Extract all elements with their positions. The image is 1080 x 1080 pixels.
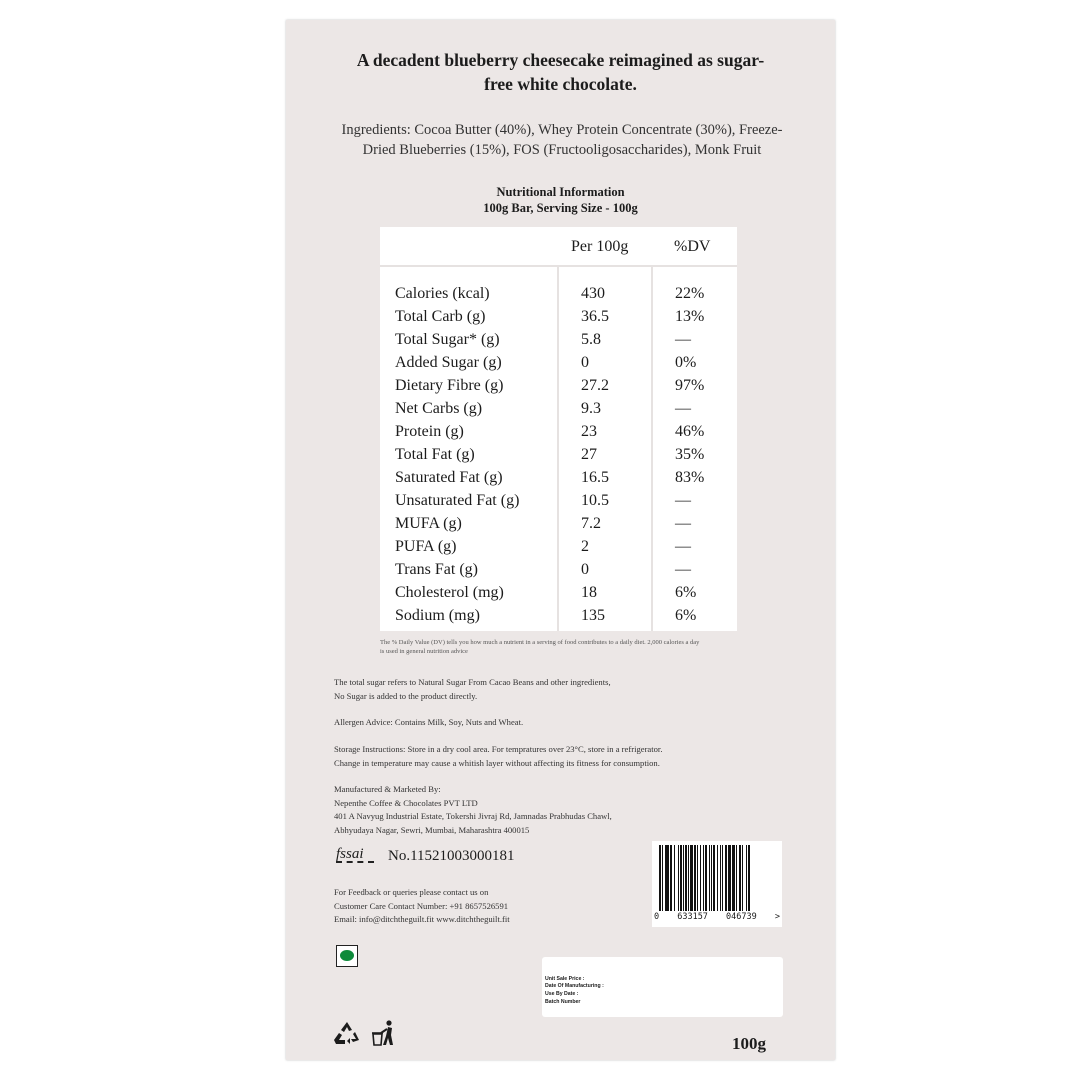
allergen-advice: Allergen Advice: Contains Milk, Soy, Nuts and Wheat. <box>334 717 524 727</box>
tagline-line-1: A decadent blueberry cheesecake reimagined as sugar- <box>356 50 765 70</box>
manufacturer-info <box>334 783 754 837</box>
dv-value: 6% <box>675 584 697 601</box>
mfg-line-4: Abhyudaya Nagar, Sewri, Mumbai, Maharashtra 400015 <box>334 824 530 835</box>
nutrition-table-header <box>380 227 737 265</box>
nutrition-heading <box>286 184 835 216</box>
ingredients-line-2: Dried Blueberries (15%), FOS (Fructooligosaccharides), Monk Fruit <box>362 142 762 158</box>
dv-value: 6% <box>675 607 697 624</box>
nutrient-name: Total Sugar* (g) <box>395 331 500 348</box>
per-100g-value: 16.5 <box>581 469 609 486</box>
nutrition-row <box>395 604 735 627</box>
nutrient-name: PUFA (g) <box>395 538 457 555</box>
dv-note <box>380 638 740 656</box>
dv-note-line-2: is used in general nutrition advice <box>380 648 468 655</box>
use-by-date-label: Use By Date : <box>545 991 579 997</box>
ingredients-line-1: Ingredients: Cocoa Butter (40%), Whey Protein Concentrate (30%), Freeze- <box>341 122 783 138</box>
dv-note-line-1: The % Daily Value (DV) tells you how much a nutrient in a serving of food contributes to a daily diet. 2,000 calories a day <box>380 639 700 646</box>
nutrition-rows <box>395 282 735 627</box>
dv-value: 83% <box>675 469 705 486</box>
per-100g-value: 7.2 <box>581 515 601 532</box>
sale-info-sticker <box>542 957 783 1017</box>
unit-sale-price-label: Unit Sale Price : <box>545 976 585 982</box>
nutrition-row <box>395 535 735 558</box>
fssai-license-number: No.11521003000181 <box>388 848 515 864</box>
nutrient-name: Total Carb (g) <box>395 308 486 325</box>
nutrition-row <box>395 397 735 420</box>
barcode-bars <box>659 845 775 911</box>
ingredients <box>312 120 812 160</box>
nutrition-row <box>395 581 735 604</box>
nutrient-name: Dietary Fibre (g) <box>395 377 504 394</box>
barcode-digit-group: 046739 <box>726 912 757 922</box>
nutrition-row <box>395 443 735 466</box>
barcode-bar <box>750 845 751 911</box>
nutrition-row <box>395 328 735 351</box>
sugar-note-line-2: No Sugar is added to the product directly. <box>334 690 478 701</box>
dv-value: — <box>675 331 691 348</box>
nutrition-subtitle: 100g Bar, Serving Size - 100g <box>483 201 638 215</box>
mfg-line-3: 401 A Navyug Industrial Estate, Tokershi Jivraj Rd, Jamnadas Prabhudas Chawl, <box>334 811 612 821</box>
dv-value: — <box>675 561 691 578</box>
dv-value: 0% <box>675 354 697 371</box>
nutrition-row <box>395 351 735 374</box>
per-100g-value: 18 <box>581 584 597 601</box>
dv-value: 13% <box>675 308 705 325</box>
net-weight: 100g <box>732 1034 766 1053</box>
per-100g-value: 430 <box>581 285 605 302</box>
per-100g-value: 27.2 <box>581 377 609 394</box>
recycle-icon <box>333 1020 361 1046</box>
contact-line-3: Email: info@ditchtheguilt.fit www.ditchtheguilt.fit <box>334 914 510 924</box>
per-100g-value: 23 <box>581 423 597 440</box>
contact-line-1: For Feedback or queries please contact us on <box>334 887 489 897</box>
nutrition-row <box>395 466 735 489</box>
veg-mark-icon <box>336 945 358 967</box>
nutrition-row <box>395 489 735 512</box>
per-100g-value: 0 <box>581 354 589 371</box>
barcode-digit-group: 633157 <box>677 912 708 922</box>
tagline-line-2: free white chocolate. <box>484 74 637 94</box>
dv-value: 46% <box>675 423 705 440</box>
nutrient-name: Cholesterol (mg) <box>395 584 504 601</box>
barcode-digit-group: > <box>774 912 780 922</box>
per-100g-value: 9.3 <box>581 400 601 417</box>
nutrient-name: Added Sugar (g) <box>395 354 502 371</box>
nutrient-name: Protein (g) <box>395 423 464 440</box>
nutrient-name: Unsaturated Fat (g) <box>395 492 520 509</box>
manufacturing-date-label: Date Of Manufacturing : <box>545 983 604 989</box>
dispose-bin-icon <box>370 1019 396 1046</box>
barcode-digit-group: 0 <box>654 912 660 922</box>
nutrition-row <box>395 305 735 328</box>
barcode <box>652 841 782 927</box>
per-100g-value: 5.8 <box>581 331 601 348</box>
pack-back-panel <box>286 20 835 1060</box>
dv-value: — <box>675 515 691 532</box>
per-100g-value: 135 <box>581 607 605 624</box>
per-100g-value: 0 <box>581 561 589 578</box>
fssai-logo <box>336 846 374 864</box>
col-dv: %DV <box>674 238 711 255</box>
fssai-logo-text: fssai <box>336 846 364 862</box>
batch-number-label: Batch Number <box>545 999 581 1005</box>
nutrition-row <box>395 512 735 535</box>
storage-instructions <box>334 743 794 770</box>
nutrition-table <box>380 227 737 631</box>
tagline <box>286 48 835 96</box>
dv-value: 97% <box>675 377 705 394</box>
nutrient-name: Sodium (mg) <box>395 607 480 624</box>
nutrient-name: MUFA (g) <box>395 515 462 532</box>
nutrition-row <box>395 420 735 443</box>
per-100g-value: 27 <box>581 446 597 463</box>
dv-value: — <box>675 400 691 417</box>
nutrition-row <box>395 558 735 581</box>
mfg-line-1: Manufactured & Marketed By: <box>334 784 441 794</box>
nutrient-name: Calories (kcal) <box>395 285 490 302</box>
dv-value: 22% <box>675 285 705 302</box>
per-100g-value: 2 <box>581 538 589 555</box>
nutrient-name: Trans Fat (g) <box>395 561 478 578</box>
contact-line-2: Customer Care Contact Number: +91 8657526591 <box>334 900 509 911</box>
dv-value: 35% <box>675 446 705 463</box>
veg-dot <box>340 950 354 961</box>
sugar-note-line-1: The total sugar refers to Natural Sugar From Cacao Beans and other ingredients, <box>334 677 611 687</box>
sugar-note <box>334 676 754 703</box>
storage-line-1: Storage Instructions: Store in a dry cool area. For tempratures over 23°C, store in a refrigerator. <box>334 744 663 754</box>
storage-line-2: Change in temperature may cause a whitish layer without affecting its fitness for consumption. <box>334 757 660 768</box>
dv-value: — <box>675 538 691 555</box>
nutrition-title: Nutritional Information <box>496 185 625 199</box>
barcode-digits <box>654 912 780 922</box>
nutrient-name: Saturated Fat (g) <box>395 469 503 486</box>
per-100g-value: 36.5 <box>581 308 609 325</box>
dv-value: — <box>675 492 691 509</box>
nutrient-name: Net Carbs (g) <box>395 400 483 417</box>
col-per-100g: Per 100g <box>571 238 629 255</box>
per-100g-value: 10.5 <box>581 492 609 509</box>
nutrient-name: Total Fat (g) <box>395 446 475 463</box>
nutrition-row <box>395 282 735 305</box>
nutrition-row <box>395 374 735 397</box>
mfg-line-2: Nepenthe Coffee & Chocolates PVT LTD <box>334 797 478 808</box>
